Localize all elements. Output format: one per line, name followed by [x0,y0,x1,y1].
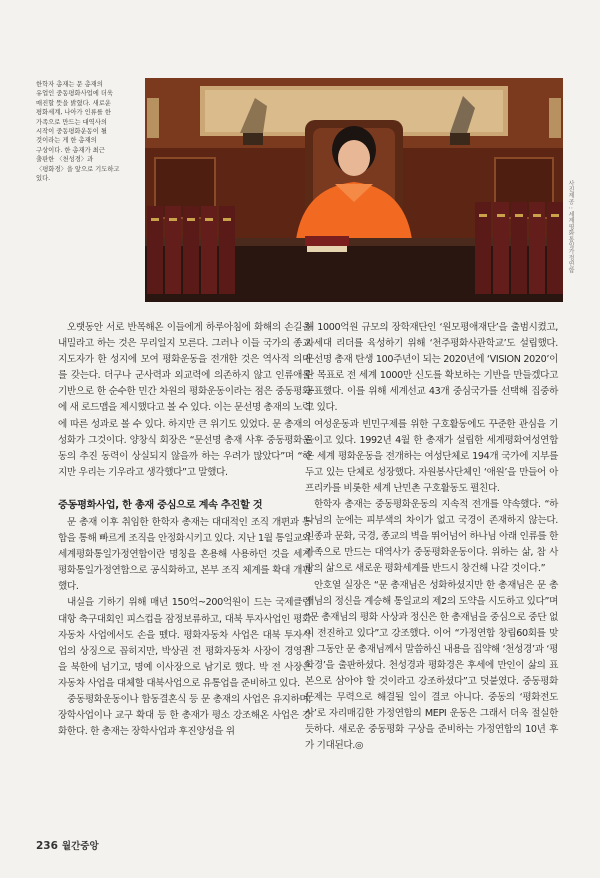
article-left-column [58,320,311,740]
article-paragraph: 한학자 총재는 중동평화운동의 지속적 전개를 약속했다. “하나님의 눈에는 피부색의 차이가 없고 국경이 존재하지 않는다. 인종과 문화, 국경, 종교의 벽을 뛰어넘어 하나님 아래 인류를 한 가족으로 만드는 대역사가 중동평화운동이다. 위하는 삶, 참 사랑의 삶으로 새로운 평화세계를 반드시 창건해 나갈 것이다.” [305,499,558,575]
article-paragraph: 여성운동과 빈민구제를 위한 구호활동에도 꾸준한 관심을 기울이고 있다. 1992년 4월 한 총재가 설립한 세계평화여성연합은 세계 평화운동을 전개하는 여성단체로 194개 국가에 지부를 두고 있는 단체로 성장했다. 자원봉사단체인 ‘애원’을 만들어 아프리카를 비롯한 세계 난민촌 구호활동도 펼친다. [305,418,558,494]
article-paragraph: 문 총재 이후 취임한 한학자 총재는 대대적인 조직 개편과 통합을 통해 빠르게 조직을 안정화시키고 있다. 지난 1월 통일교와 세계평화통일가정연합이란 명칭을 혼용해 사용하던 것을 세계평화통일가정연합으로 공식화하고, 본부 조직 체계를 확대 개편했다. [58,516,311,593]
article-paragraph: 중동평화운동이나 합동결혼식 등 문 총재의 사업은 유지하며, 장학사업이나 교구 확대 등 한 총재가 평소 강조해온 사업은 강화한다. 한 총재는 장학사업과 후진양성을 위 [58,693,311,738]
magazine-name: 월간중앙 [61,841,99,852]
photo [145,78,563,302]
article-paragraph: 내실을 기하기 위해 매년 150억~200억원이 드는 국제클럽 대항 축구대회인 피스컵을 잠정보류하고, 대북 투자사업인 평화자동차 사업에서도 손을 뗐다. 평화자동차 사업은 대북 투자사업의 상징으로 꼽히지만, 박상권 전 평화자동차 사장이 경영권을 북한에 넘기고, 명예 이사장으로 남기로 했다. 박 전 사장은 자동차 사업을 대체할 대북사업으로 유통업을 준비하고 있다. [58,597,311,689]
section-heading: 중동평화사업, 한 총재 중심으로 계속 추진할 것 [58,499,263,511]
article-paragraph: 해 1000억원 규모의 장학재단인 ‘원모평애재단’을 출범시켰고, 차세대 리더를 육성하기 위해 ‘천주평화사관학교’도 설립했다. 문선명 총재 탄생 100주년이 되는 2020년에 ‘VISION 2020’이란 목표로 전 세계 1000만 신도를 확보하는 기반을 만들겠다고 공표했다. 이를 위해 세계선교 43개 중심국가를 선택해 집중하고 있다. [305,322,558,414]
article-right-column [305,320,558,755]
photo-credit: 사진제공 : 세계평화통일가정연합 [567,180,574,274]
article-paragraph: 오랫동안 서로 반목해온 이들에게 하루아침에 화해의 손길을 내밀라고 하는 것은 무리일지 모른다. 그러나 이들 국가의 종교지도자가 한 성지에 모여 평화운동을 전개한 것은 역사적 의미를 갖는다. 더구나 군사력과 외교력에 의존하지 않고 인류애를 기반으로 한 순수한 민간 차원의 평화운동이라는 점은 중동평화에 새 로드맵을 제시했다고 볼 수 있다. 이는 문선명 총재의 노력에 따른 성과로 볼 수 있다. 하지만 큰 위기도 있었다. 문 총재의 성화가 그것이다. 양창식 회장은 “문선명 총재 사후 중동평화운동의 추진 동력이 상실되지 않을까 하는 우려가 많았다”며 “하지만 우리는 기우라고 생각했다”고 말했다. [58,322,311,478]
page-footer [36,838,99,852]
photo-caption: 한학자 총재는 문 총재의 유업인 중동평화사업에 더욱 매진할 뜻을 밝혔다. 새로운 평화세계, 나아가 인류를 한 가족으로 만드는 대역사의 시작이 중동평화운동이 될 것이라는 게 한 총재의 구상이다. 한 총재가 최근 출판한 〈천성경〉과 〈평화경〉을 앞으로 기도하고 있다. [36,81,120,183]
page-number: 236 [36,840,58,852]
photo-illustration [145,78,563,302]
article-paragraph: 안호열 실장은 “문 총재님은 성화하셨지만 한 총재님은 문 총재님의 정신을 계승해 통일교의 제2의 도약을 시도하고 있다”며 “문 총재님의 평화 사상과 정신은 한 총재님을 중심으로 중단 없이 전진하고 있다”고 강조했다. 이어 “가정연합 창립60회를 맞아 그동안 문 총재님께서 말씀하신 내용을 집약해 ‘천성경’과 ‘평화경’을 출판하셨다. 천성경과 평화경은 후세에 만인이 삶의 표본으로 삼아야 할 것이라고 강조하셨다”고 덧붙였다. 중동평화 문제는 무력으로 해결될 일이 결코 아니다. 중동의 ‘평화전도사’로 자리매김한 가정연합의 MEPI 운동은 그래서 더욱 절실한 듯하다. 새로운 중동평화 구상을 준비하는 가정연합의 10년 후가 기대된다.◎ [305,579,558,752]
